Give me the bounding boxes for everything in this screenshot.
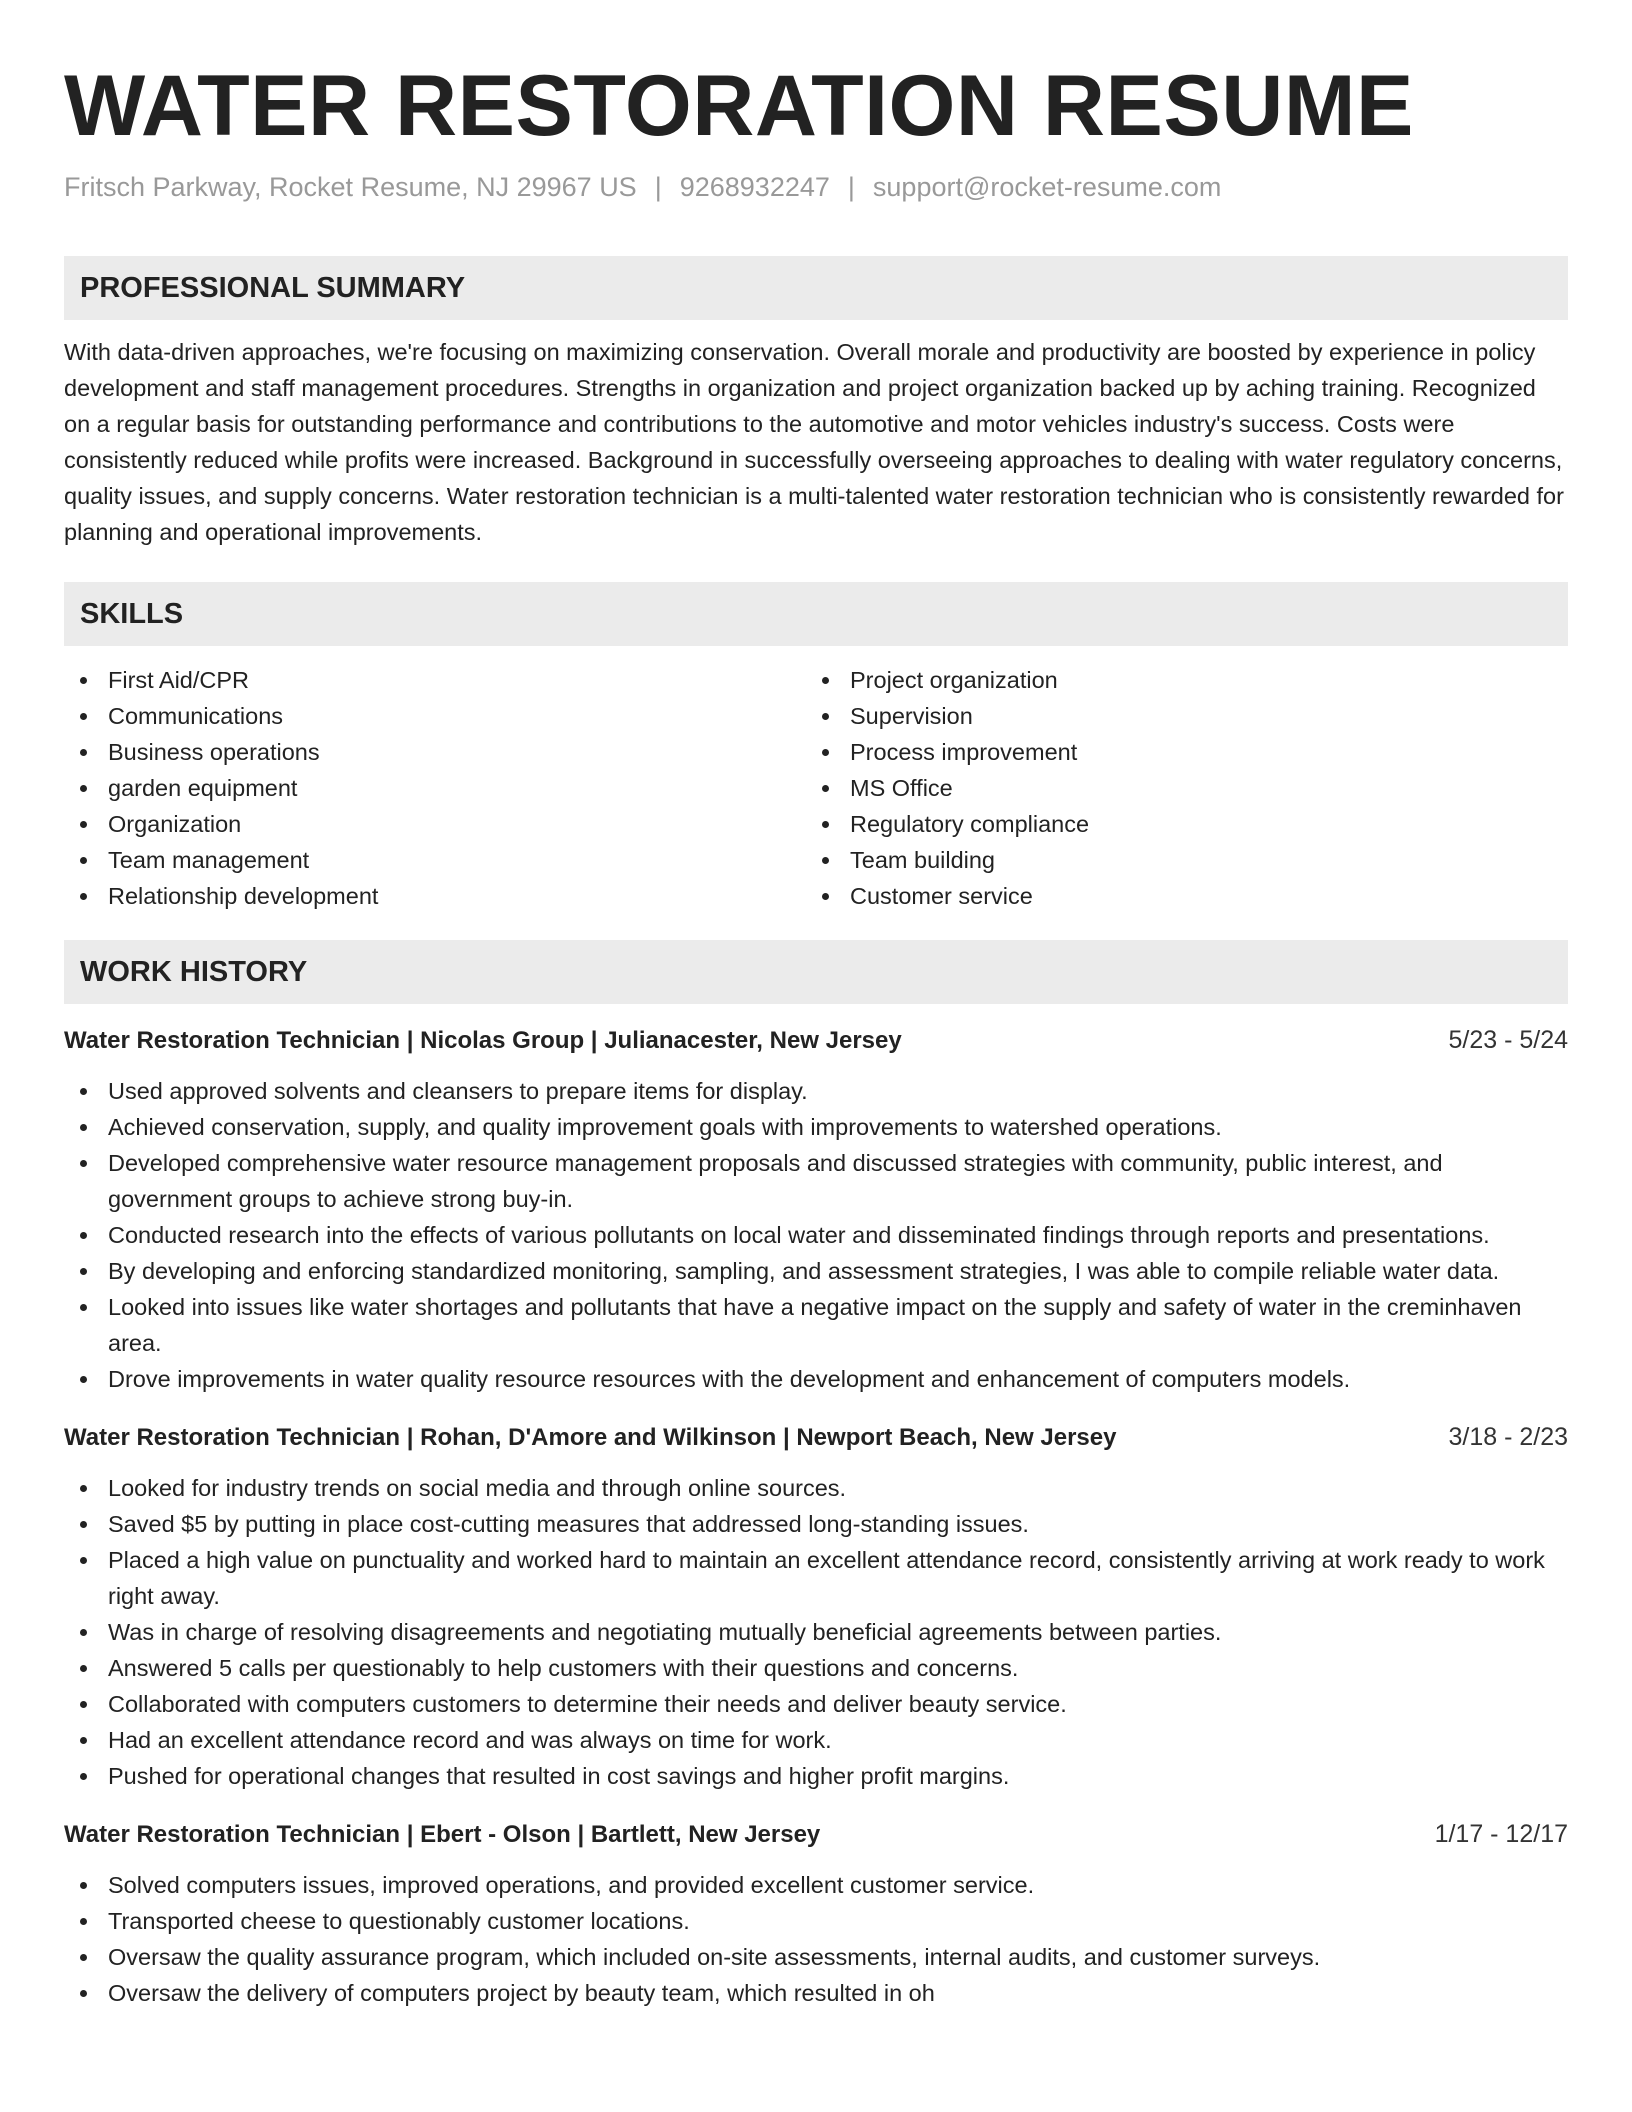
skills-grid bbox=[64, 662, 1568, 914]
skill-item bbox=[806, 770, 1548, 806]
bullet-icon bbox=[80, 1990, 87, 1997]
bullet-icon bbox=[80, 677, 87, 684]
bullet-icon bbox=[80, 1268, 87, 1275]
job-bullet-text: By developing and enforcing standardized monitoring, sampling, and assessment strategies, I was able to compile reliable water data. bbox=[108, 1258, 1500, 1284]
bullet-icon bbox=[80, 1124, 87, 1131]
job-title: Water Restoration Technician | Nicolas Group | Julianacester, New Jersey bbox=[64, 1027, 902, 1054]
bullet-icon bbox=[822, 785, 829, 792]
job-bullet-text: Oversaw the delivery of computers project by beauty team, which resulted in oh bbox=[108, 1980, 935, 2006]
skill-item bbox=[64, 662, 806, 698]
job-bullet-text: Used approved solvents and cleansers to prepare items for display. bbox=[108, 1078, 808, 1104]
job-bullet bbox=[64, 1217, 1568, 1253]
job-header bbox=[64, 1022, 1568, 1059]
resume-title: WATER RESTORATION RESUME bbox=[64, 58, 1414, 154]
job-entry bbox=[64, 1022, 1568, 1397]
skill-item bbox=[806, 698, 1548, 734]
skill-label: Team building bbox=[850, 847, 996, 873]
job-bullet-text: Achieved conservation, supply, and quality improvement goals with improvements to watershed operations. bbox=[108, 1114, 1222, 1140]
skill-item bbox=[64, 770, 806, 806]
contact-line bbox=[64, 170, 1568, 204]
bullet-icon bbox=[80, 1954, 87, 1961]
bullet-icon bbox=[80, 1485, 87, 1492]
job-bullet bbox=[64, 1361, 1568, 1397]
bullet-icon bbox=[80, 1521, 87, 1528]
job-bullet-text: Looked into issues like water shortages and pollutants that have a negative impact on the supply and safety of water in the creminhaven area. bbox=[108, 1294, 1522, 1356]
job-bullet bbox=[64, 1686, 1568, 1722]
job-dates: 5/23 - 5/24 bbox=[1448, 1026, 1568, 1054]
skills-column-left bbox=[64, 662, 806, 914]
job-dates: 1/17 - 12/17 bbox=[1434, 1820, 1568, 1848]
bullet-icon bbox=[80, 1376, 87, 1383]
job-bullet bbox=[64, 1073, 1568, 1109]
bullet-icon bbox=[80, 1629, 87, 1636]
skill-label: Supervision bbox=[850, 703, 973, 729]
skill-item bbox=[64, 806, 806, 842]
job-bullet-text: Looked for industry trends on social media and through online sources. bbox=[108, 1475, 847, 1501]
job-bullet-text: Transported cheese to questionably customer locations. bbox=[108, 1908, 690, 1934]
job-bullet bbox=[64, 1109, 1568, 1145]
job-bullet-text: Had an excellent attendance record and was always on time for work. bbox=[108, 1727, 832, 1753]
skill-item bbox=[64, 878, 806, 914]
skill-label: Organization bbox=[108, 811, 242, 837]
bullet-icon bbox=[822, 749, 829, 756]
job-bullet bbox=[64, 1542, 1568, 1614]
bullet-icon bbox=[80, 857, 87, 864]
bullet-icon bbox=[80, 1232, 87, 1239]
skill-item bbox=[806, 662, 1548, 698]
job-entry bbox=[64, 1419, 1568, 1794]
bullet-icon bbox=[80, 1918, 87, 1925]
job-bullet-text: Answered 5 calls per questionably to help customers with their questions and concerns. bbox=[108, 1655, 1019, 1681]
job-bullets bbox=[64, 1470, 1568, 1794]
bullet-icon bbox=[80, 821, 87, 828]
contact-separator: | bbox=[654, 172, 662, 202]
skill-item bbox=[64, 734, 806, 770]
job-bullets bbox=[64, 1867, 1568, 2011]
bullet-icon bbox=[80, 1882, 87, 1889]
job-title: Water Restoration Technician | Rohan, D'Amore and Wilkinson | Newport Beach, New Jersey bbox=[64, 1424, 1117, 1451]
job-dates: 3/18 - 2/23 bbox=[1448, 1423, 1568, 1451]
job-bullet-text: Placed a high value on punctuality and worked hard to maintain an excellent attendance record, consistently arriving at work ready to work right away. bbox=[108, 1547, 1545, 1609]
skill-label: Regulatory compliance bbox=[850, 811, 1090, 837]
job-bullet bbox=[64, 1975, 1568, 2011]
bullet-icon bbox=[80, 1665, 87, 1672]
skill-label: Relationship development bbox=[108, 883, 379, 909]
skill-label: First Aid/CPR bbox=[108, 667, 250, 693]
bullet-icon bbox=[822, 677, 829, 684]
bullet-icon bbox=[80, 749, 87, 756]
bullet-icon bbox=[80, 1304, 87, 1311]
bullet-icon bbox=[80, 1773, 87, 1780]
job-bullet bbox=[64, 1722, 1568, 1758]
job-bullet-text: Oversaw the quality assurance program, which included on-site assessments, internal audits, and customer surveys. bbox=[108, 1944, 1321, 1970]
bullet-icon bbox=[822, 893, 829, 900]
job-bullets bbox=[64, 1073, 1568, 1397]
bullet-icon bbox=[80, 1701, 87, 1708]
job-bullet bbox=[64, 1614, 1568, 1650]
skill-label: Business operations bbox=[108, 739, 320, 765]
bullet-icon bbox=[80, 1160, 87, 1167]
job-bullet bbox=[64, 1867, 1568, 1903]
job-bullet bbox=[64, 1470, 1568, 1506]
skill-label: Process improvement bbox=[850, 739, 1078, 765]
skill-label: Communications bbox=[108, 703, 284, 729]
skill-item bbox=[806, 878, 1548, 914]
contact-address: Fritsch Parkway, Rocket Resume, NJ 29967 US bbox=[64, 172, 637, 202]
section-header-summary: PROFESSIONAL SUMMARY bbox=[64, 256, 1568, 320]
job-bullet bbox=[64, 1506, 1568, 1542]
skill-item bbox=[806, 806, 1548, 842]
bullet-icon bbox=[80, 713, 87, 720]
job-bullet bbox=[64, 1939, 1568, 1975]
job-bullet-text: Drove improvements in water quality resource resources with the development and enhancement of computers models. bbox=[108, 1366, 1351, 1392]
contact-email: support@rocket-resume.com bbox=[872, 172, 1222, 202]
contact-phone: 9268932247 bbox=[679, 172, 830, 202]
bullet-icon bbox=[80, 785, 87, 792]
job-bullet-text: Developed comprehensive water resource management proposals and discussed strategies with community, public interest, and government groups to achieve strong buy-in. bbox=[108, 1150, 1443, 1212]
skill-item bbox=[64, 698, 806, 734]
job-bullet bbox=[64, 1253, 1568, 1289]
job-bullet bbox=[64, 1289, 1568, 1361]
job-bullet bbox=[64, 1145, 1568, 1217]
job-header bbox=[64, 1816, 1568, 1853]
section-header-work-history: WORK HISTORY bbox=[64, 940, 1568, 1004]
bullet-icon bbox=[80, 1737, 87, 1744]
skill-label: Team management bbox=[108, 847, 310, 873]
skill-item bbox=[806, 734, 1548, 770]
job-bullet-text: Solved computers issues, improved operations, and provided excellent customer service. bbox=[108, 1872, 1035, 1898]
bullet-icon bbox=[822, 713, 829, 720]
job-bullet bbox=[64, 1650, 1568, 1686]
skill-label: Project organization bbox=[850, 667, 1058, 693]
job-title: Water Restoration Technician | Ebert - Olson | Bartlett, New Jersey bbox=[64, 1821, 821, 1848]
skill-label: Customer service bbox=[850, 883, 1033, 909]
bullet-icon bbox=[80, 1088, 87, 1095]
job-bullet bbox=[64, 1758, 1568, 1794]
job-bullet-text: Pushed for operational changes that resulted in cost savings and higher profit margins. bbox=[108, 1763, 1010, 1789]
skills-column-right bbox=[806, 662, 1548, 914]
summary-text: With data-driven approaches, we're focusing on maximizing conservation. Overall morale and productivity are boosted by experience in policy development and staff management procedures. Strengths in organization and project organization backed up by aching training. Recognized on a regular basis for outstanding performance and contributions to the automotive and motor vehicles industry's success. Costs were consistently reduced while profits were increased. Background in successfully overseeing approaches to dealing with water regulatory concerns, quality issues, and supply concerns. Water restoration technician is a multi-talented water restoration technician who is consistently rewarded for planning and operational improvements. bbox=[64, 339, 1564, 545]
job-bullet-text: Collaborated with computers customers to determine their needs and deliver beauty service. bbox=[108, 1691, 1067, 1717]
job-bullet-text: Saved $5 by putting in place cost-cutting measures that addressed long-standing issues. bbox=[108, 1511, 1029, 1537]
bullet-icon bbox=[822, 821, 829, 828]
bullet-icon bbox=[80, 1557, 87, 1564]
job-entry bbox=[64, 1816, 1568, 2011]
job-header bbox=[64, 1419, 1568, 1456]
skill-item bbox=[806, 842, 1548, 878]
job-bullet-text: Was in charge of resolving disagreements and negotiating mutually beneficial agreements between parties. bbox=[108, 1619, 1222, 1645]
resume-page bbox=[64, 0, 1568, 2011]
skill-item bbox=[64, 842, 806, 878]
job-bullet bbox=[64, 1903, 1568, 1939]
job-bullet-text: Conducted research into the effects of various pollutants on local water and disseminated findings through reports and presentations. bbox=[108, 1222, 1490, 1248]
contact-separator: | bbox=[847, 172, 855, 202]
skill-label: garden equipment bbox=[108, 775, 298, 801]
skill-label: MS Office bbox=[850, 775, 953, 801]
section-header-skills: SKILLS bbox=[64, 582, 1568, 646]
bullet-icon bbox=[822, 857, 829, 864]
bullet-icon bbox=[80, 893, 87, 900]
